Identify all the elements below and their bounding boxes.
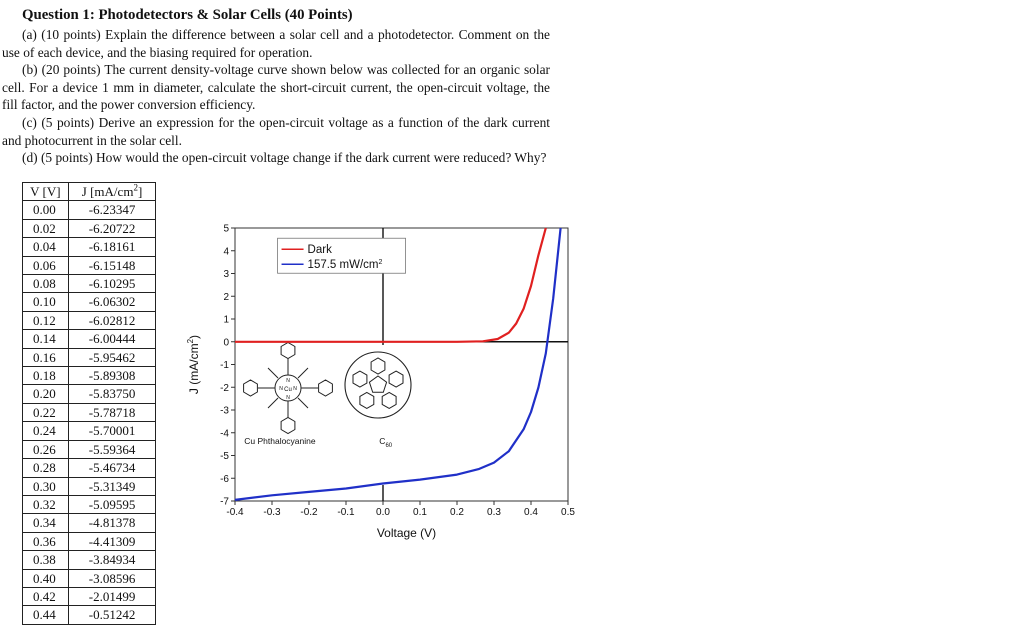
- molecule-atom-label: Cu: [284, 387, 292, 393]
- table-cell-voltage: 0.00: [23, 201, 69, 219]
- table-row: [23, 367, 156, 385]
- table-cell-current-density: -5.78718: [68, 403, 156, 421]
- table-cell-current-density: -5.09595: [68, 495, 156, 513]
- table-cell-current-density: -5.59364: [68, 440, 156, 458]
- legend-label: [308, 259, 383, 271]
- table-row: [23, 477, 156, 495]
- table-cell-voltage: 0.34: [23, 514, 69, 532]
- jv-data-table: [22, 182, 156, 625]
- y-tick-label: -6: [220, 473, 229, 485]
- jv-curve-figure: [178, 210, 608, 550]
- table-cell-voltage: 0.12: [23, 311, 69, 329]
- table-row: [23, 606, 156, 624]
- x-tick-label: -0.1: [337, 507, 355, 518]
- table-cell-voltage: 0.40: [23, 569, 69, 587]
- table-row: [23, 514, 156, 532]
- table-cell-voltage: 0.44: [23, 606, 69, 624]
- molecule-inset-background: [248, 345, 488, 485]
- table-cell-current-density: -5.95462: [68, 348, 156, 366]
- molecule-drawings: [244, 343, 488, 486]
- table-cell-voltage: 0.30: [23, 477, 69, 495]
- table-cell-voltage: 0.26: [23, 440, 69, 458]
- table-cell-current-density: -0.51242: [68, 606, 156, 624]
- table-cell-voltage: 0.14: [23, 330, 69, 348]
- y-tick-label: 5: [223, 223, 229, 235]
- table-row: [23, 256, 156, 274]
- question-part-b: (b) (20 points) The current density-voltage curve shown below was collected for an organic solar cell. For a device 1 mm in diameter, calculate the short-circuit current, the open-circuit voltage, the fill factor, and the power conversion efficiency.: [2, 62, 550, 113]
- x-tick-label: -0.2: [300, 507, 318, 518]
- y-tick-label: -3: [220, 405, 229, 417]
- table-cell-voltage: 0.24: [23, 422, 69, 440]
- table-row: [23, 330, 156, 348]
- table-row: [23, 551, 156, 569]
- x-tick-label: 0.1: [413, 507, 427, 518]
- table-cell-voltage: 0.38: [23, 551, 69, 569]
- table-cell-current-density: -6.20722: [68, 219, 156, 237]
- table-cell-voltage: 0.18: [23, 367, 69, 385]
- question-part-a: (a) (10 points) Explain the difference between a solar cell and a photodetector. Comment on the use of each device, and the biasing required for operation.: [2, 27, 550, 60]
- table-cell-current-density: -5.83750: [68, 385, 156, 403]
- table-cell-current-density: -6.18161: [68, 238, 156, 256]
- question-part-c: (c) (5 points) Derive an expression for the open-circuit voltage as a function of the dark current and photocurrent in the solar cell.: [2, 114, 550, 148]
- table-cell-voltage: 0.42: [23, 587, 69, 605]
- molecule-atom-label: N: [286, 395, 290, 401]
- table-cell-current-density: -4.81378: [68, 514, 156, 532]
- x-tick-label: 0.5: [561, 507, 575, 518]
- table-cell-current-density: -2.01499: [68, 587, 156, 605]
- chart-legend: [278, 238, 406, 273]
- x-tick-label: -0.3: [263, 507, 281, 518]
- table-cell-voltage: 0.22: [23, 403, 69, 421]
- legend-label-main: 157.5 mW/cm: [307, 259, 379, 272]
- y-tick-label: 0: [223, 337, 229, 349]
- table-row: [23, 238, 156, 256]
- table-cell-current-density: -5.46734: [68, 459, 156, 477]
- table-body: [23, 201, 156, 624]
- legend-label: [308, 244, 333, 256]
- x-tick-label: 0.0: [376, 507, 390, 518]
- table-cell-voltage: 0.20: [23, 385, 69, 403]
- table-cell-current-density: -6.15148: [68, 256, 156, 274]
- table-cell-current-density: -6.02812: [68, 311, 156, 329]
- table-row: [23, 569, 156, 587]
- y-tick-label: -2: [220, 382, 229, 394]
- legend-label-main: Dark: [307, 244, 332, 257]
- table-cell-current-density: -6.23347: [68, 201, 156, 219]
- table-row: [23, 311, 156, 329]
- table-row: [23, 495, 156, 513]
- table-cell-voltage: 0.04: [23, 238, 69, 256]
- table-cell-voltage: 0.32: [23, 495, 69, 513]
- x-axis-label: Voltage (V): [376, 526, 437, 540]
- table-cell-current-density: -5.31349: [68, 477, 156, 495]
- annotation-c60-sub: 60: [385, 443, 393, 450]
- table-row: [23, 201, 156, 219]
- y-tick-label: 4: [223, 246, 229, 258]
- table-cell-current-density: -3.84934: [68, 551, 156, 569]
- table-cell-current-density: -5.89308: [68, 367, 156, 385]
- y-tick-label: -1: [220, 360, 229, 371]
- table-row: [23, 385, 156, 403]
- x-tick-label: -0.4: [226, 507, 244, 518]
- y-tick-label: 1: [223, 314, 229, 326]
- molecule-atom-label: N: [286, 378, 290, 384]
- table-cell-voltage: 0.28: [23, 459, 69, 477]
- table-cell-current-density: -6.10295: [68, 275, 156, 293]
- x-tick-label: 0.3: [487, 507, 501, 518]
- table-cell-current-density: -4.41309: [68, 532, 156, 550]
- table-cell-current-density: -6.06302: [68, 293, 156, 311]
- table-row: [23, 275, 156, 293]
- question-title: Question 1: Photodetectors & Solar Cells (40 Points): [22, 7, 353, 23]
- y-axis-label-sup: 2: [186, 338, 195, 344]
- legend-label-sup: 2: [378, 259, 383, 267]
- table-cell-voltage: 0.10: [23, 293, 69, 311]
- table-row: [23, 422, 156, 440]
- annotation-cu-phthalocyanine: Cu Phthalocyanine: [244, 436, 316, 447]
- y-tick-label: 2: [223, 291, 229, 303]
- table-row: [23, 403, 156, 421]
- table-header-voltage: V [V]: [23, 183, 69, 201]
- y-axis-label-main: J (mA/cm: [187, 343, 201, 395]
- y-tick-label: 3: [223, 269, 229, 280]
- y-axis-label: [186, 335, 201, 394]
- y-axis-label-close: ): [187, 334, 201, 339]
- table-cell-voltage: 0.16: [23, 348, 69, 366]
- table-row: [23, 348, 156, 366]
- table-header-row: [23, 183, 156, 201]
- annotation-c60-main: C: [379, 436, 386, 447]
- molecule-atom-label: N: [279, 386, 283, 392]
- table-cell-current-density: -5.70001: [68, 422, 156, 440]
- table-cell-voltage: 0.36: [23, 532, 69, 550]
- table-row: [23, 293, 156, 311]
- table-cell-voltage: 0.06: [23, 256, 69, 274]
- question-text: [2, 6, 550, 167]
- table-cell-current-density: -3.08596: [68, 569, 156, 587]
- x-tick-label: 0.4: [524, 507, 538, 518]
- table-row: [23, 459, 156, 477]
- table-cell-voltage: 0.08: [23, 275, 69, 293]
- table-row: [23, 587, 156, 605]
- table-cell-voltage: 0.02: [23, 219, 69, 237]
- y-tick-label: -5: [220, 451, 229, 462]
- y-tick-label: -4: [220, 428, 229, 440]
- y-tick-label: -7: [220, 496, 229, 508]
- x-tick-label: 0.2: [450, 507, 464, 518]
- molecule-atom-label: N: [293, 386, 297, 392]
- table-cell-current-density: -6.00444: [68, 330, 156, 348]
- table-row: [23, 532, 156, 550]
- question-part-d: (d) (5 points) How would the open-circuit voltage change if the dark current were reduced? Why?: [22, 150, 547, 166]
- table-row: [23, 440, 156, 458]
- table-row: [23, 219, 156, 237]
- table-header-current-density: J $[mA/cm^2]$: [68, 183, 156, 201]
